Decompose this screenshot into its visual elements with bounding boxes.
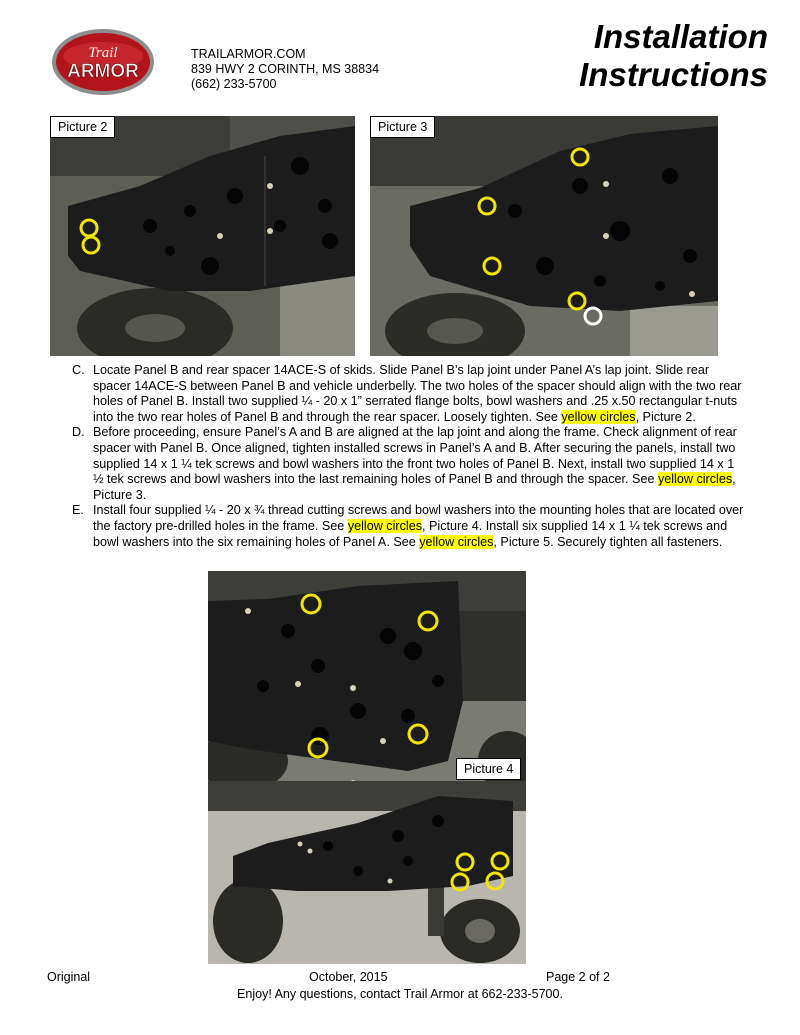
footer-date: October, 2015 bbox=[309, 970, 388, 984]
footer-left: Original bbox=[47, 970, 91, 984]
picture-4-photo-bottom bbox=[208, 781, 526, 964]
picture-4-photo-top bbox=[208, 571, 526, 781]
step-e bbox=[72, 503, 748, 550]
step-text: , Picture 5. Securely tighten all fasteners. bbox=[493, 534, 723, 549]
footer-page-number: Page 2 of 2 bbox=[546, 970, 610, 984]
company-contact bbox=[191, 47, 379, 92]
picture-3-photo bbox=[370, 116, 718, 356]
step-text: Before proceeding, ensure Panel’s A and B are aligned at the lap joint and along the frame. Check alignment of rear spacer with Panel B. Once aligned, tighten installed screws in Panel’s A and B. After securing the panels, install two supplied 14 x 1 ¼ tek screws and bowl washers into the front two holes of Panel B. Next, install two supplied 14 x 1 ½ tek screws and bowl washers into the last remaining holes of Panel B and through the spacer. See bbox=[93, 425, 737, 487]
highlight: yellow circles bbox=[561, 409, 636, 424]
page-title: Installation Instructions bbox=[579, 18, 768, 93]
picture-3-label: Picture 3 bbox=[370, 116, 435, 138]
instruction-steps bbox=[72, 363, 748, 550]
picture-4-label: Picture 4 bbox=[456, 758, 521, 780]
company-address: 839 HWY 2 CORINTH, MS 38834 bbox=[191, 62, 380, 76]
highlight: yellow circles bbox=[419, 534, 494, 549]
step-letter: E. bbox=[72, 503, 84, 518]
step-text: , Picture 2. bbox=[635, 409, 696, 424]
step-text: , Picture 3. bbox=[93, 472, 736, 502]
step-letter: C. bbox=[72, 363, 85, 377]
step-text: , Picture 4. Install six supplied 14 x 1 ¼ tek screws and bowl washers into the six remaining holes of Panel A. See bbox=[93, 518, 728, 549]
picture-2-label: Picture 2 bbox=[50, 116, 115, 138]
highlight: yellow circles bbox=[347, 518, 422, 533]
footer-contact-line: Enjoy! Any questions, contact Trail Armor at 662-233-5700. bbox=[237, 987, 563, 1001]
highlight: yellow circles bbox=[657, 472, 733, 487]
step-c bbox=[72, 363, 748, 425]
company-phone: (662) 233-5700 bbox=[191, 77, 277, 91]
step-text: Locate Panel B and rear spacer 14ACE-S of skids. Slide Panel B’s lap joint under Panel A’s lap joint. Slide rear spacer 14ACE-S between Panel B and vehicle underbelly. The two holes of the spacer should align with the two rear holes of Panel B. Install two supplied ¼ - 20 x 1” serrated flange bolts, bowl washers and .25 x.50 rectangular t-nuts into the two rear holes of Panel B and through the rear spacer. Loosely tighten. See bbox=[93, 363, 742, 424]
picture-2-photo bbox=[50, 116, 355, 356]
step-text: Install four supplied ¼ - 20 x ¾ thread cutting screws and bowl washers into the mounting holes that are located over the factory pre-drilled holes in the frame. See bbox=[93, 503, 744, 533]
company-website: TRAILARMOR.COM bbox=[191, 47, 306, 61]
step-d bbox=[72, 425, 748, 503]
svg-text:Trail: Trail bbox=[88, 45, 118, 61]
trail-armor-logo bbox=[50, 26, 156, 98]
svg-text:ARMOR: ARMOR bbox=[67, 61, 139, 82]
step-letter: D. bbox=[72, 425, 85, 440]
